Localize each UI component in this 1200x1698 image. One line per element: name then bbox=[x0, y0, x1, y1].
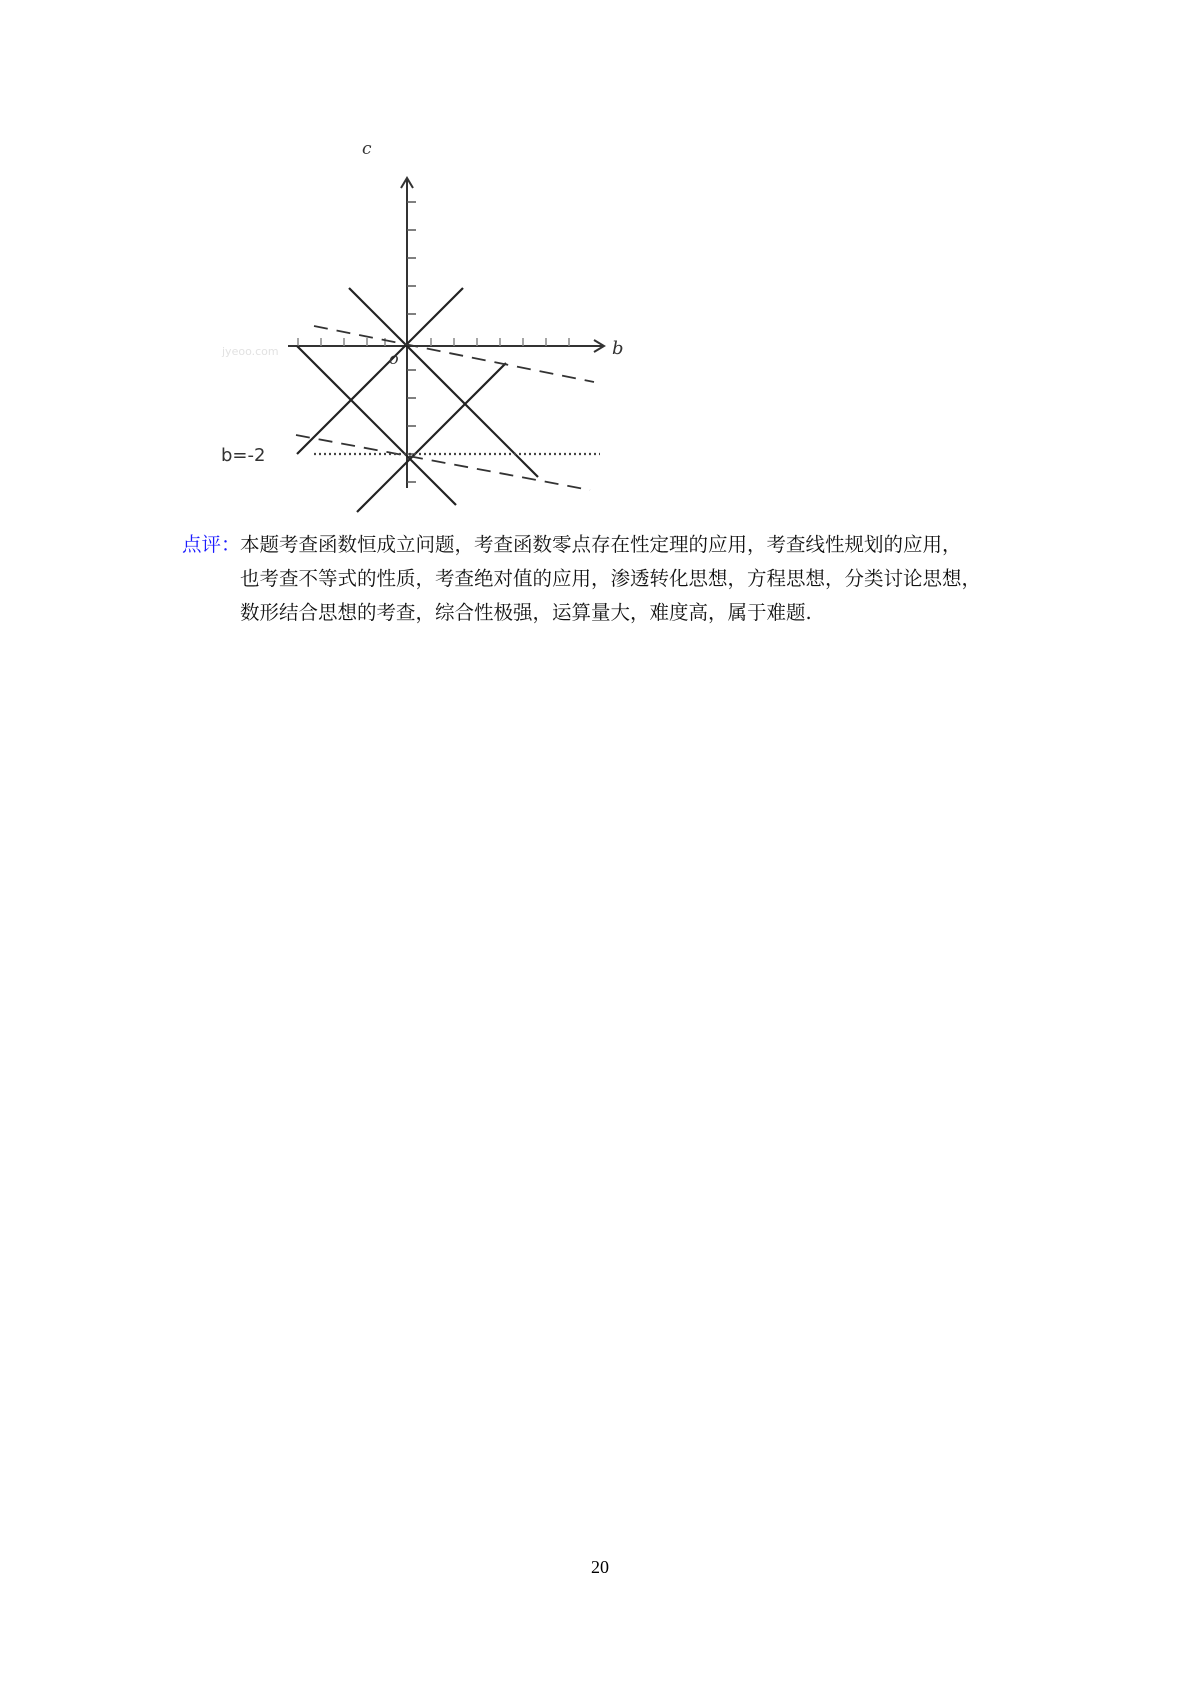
dashed-lines bbox=[296, 326, 594, 490]
page-number: 20 bbox=[591, 1557, 609, 1577]
coordinate-figure bbox=[221, 139, 630, 525]
watermark: jyeoo.com bbox=[222, 345, 279, 358]
figure-svg bbox=[221, 139, 630, 525]
comment-line-2 bbox=[182, 562, 1042, 596]
axis-c-label: c bbox=[362, 139, 372, 159]
origin-label: o bbox=[389, 349, 399, 368]
solid-lines bbox=[297, 288, 538, 512]
line-label-b-minus-2: b=-2 bbox=[221, 445, 266, 466]
b-axis-ticks bbox=[298, 338, 569, 346]
comment-label: 点评： bbox=[182, 533, 241, 556]
comment-line-1 bbox=[182, 528, 1042, 562]
comment-line-3 bbox=[182, 596, 1042, 630]
comment-block bbox=[182, 528, 1042, 630]
comment-text-line: 也考查不等式的性质，考查绝对值的应用，渗透转化思想，方程思想，分类讨论思想， bbox=[240, 567, 982, 590]
comment-text-line: 本题考查函数恒成立问题，考查函数零点存在性定理的应用，考查线性规划的应用， bbox=[240, 533, 962, 556]
axis-b-label: b bbox=[612, 338, 624, 359]
comment-text-line: 数形结合思想的考查，综合性极强，运算量大，难度高，属于难题. bbox=[240, 601, 812, 624]
